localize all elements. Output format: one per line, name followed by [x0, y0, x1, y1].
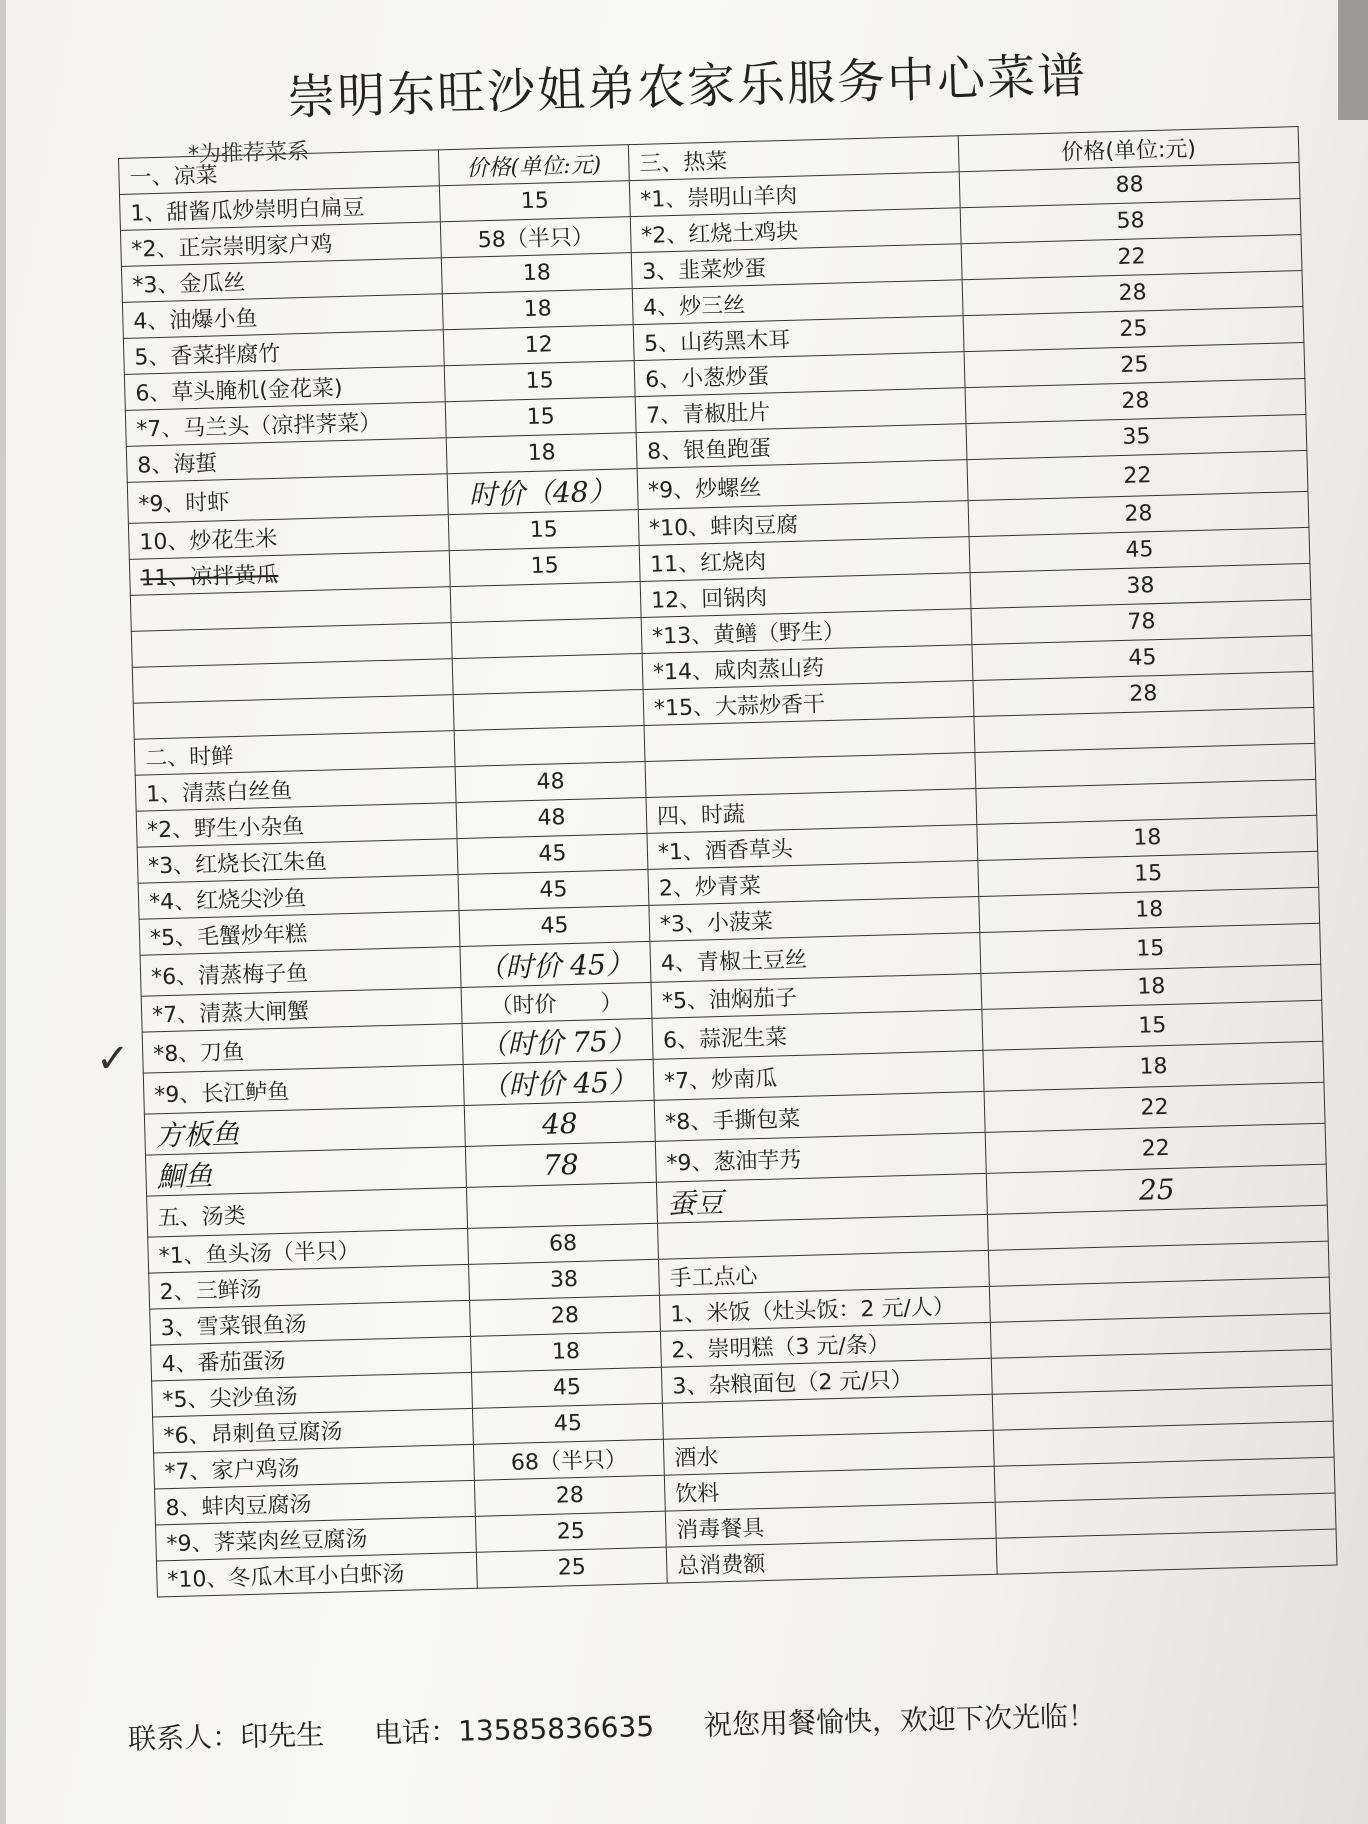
dish-cell: *1、崇明山羊肉: [629, 172, 960, 217]
dish-cell: 12、回锅肉: [640, 573, 971, 618]
dish-cell: *3、红烧长江朱鱼: [137, 839, 458, 884]
dish-cell: *7、炒南瓜: [653, 1050, 984, 1100]
dish-cell: 二、时鲜: [134, 731, 455, 776]
price-cell: 45: [457, 833, 648, 874]
dish-cell: 2、炒青菜: [648, 860, 979, 905]
price-cell: 25: [964, 342, 1305, 387]
price-cell: 68: [468, 1223, 659, 1264]
dish-cell: 2、三鲜汤: [149, 1264, 470, 1309]
dish-cell: *9、荠菜肉丝豆腐汤: [155, 1516, 476, 1561]
menu-table: [118, 126, 1338, 1597]
price-cell: 22: [985, 1123, 1326, 1173]
price-cell: [454, 725, 645, 766]
price-cell: 价格(单位:元): [438, 145, 629, 186]
footer-farewell: 祝您用餐愉快，欢迎下次光临！: [703, 1699, 1097, 1742]
dish-cell: *8、手撕包菜: [654, 1091, 985, 1141]
price-cell: 15: [978, 851, 1319, 896]
price-cell: 45: [471, 1367, 662, 1408]
dish-cell: *7、马兰头（凉拌荠菜）: [125, 402, 446, 447]
dish-cell: *8、刀鱼: [142, 1024, 463, 1074]
dish-cell: *2、正宗崇明家户鸡: [120, 222, 441, 267]
dish-cell: 三、热菜: [628, 136, 959, 181]
menu-paper: [6, 0, 1368, 1824]
price-cell: 15: [448, 510, 639, 551]
dish-cell: *13、黄鳝（野生）: [641, 609, 972, 654]
dish-cell: 5、山药黑木耳: [633, 316, 964, 361]
price-cell: 18: [441, 253, 632, 294]
price-cell: 22: [984, 1082, 1325, 1132]
dish-cell: *5、尖沙鱼汤: [152, 1372, 473, 1417]
price-cell: 68（半只）: [473, 1439, 664, 1480]
menu-table-body: [119, 127, 1337, 1597]
price-cell: 22: [967, 450, 1308, 500]
price-cell: 48: [456, 797, 647, 838]
price-cell: 28: [962, 271, 1303, 316]
price-cell: 45: [472, 1403, 663, 1444]
dish-cell: 8、银鱼跑蛋: [636, 424, 967, 469]
dish-cell: *9、长江鲈鱼: [143, 1064, 464, 1114]
price-cell: 12: [443, 325, 634, 366]
dish-cell: *14、咸肉蒸山药: [642, 645, 973, 690]
price-cell: 18: [981, 964, 1322, 1009]
price-cell: 38: [970, 563, 1311, 608]
dish-cell: 手工点心: [658, 1250, 989, 1295]
dish-cell: 7、青椒肚片: [635, 388, 966, 433]
price-cell: （时价 75）: [462, 1018, 653, 1064]
dish-cell: *1、鱼头汤（半只）: [148, 1228, 469, 1273]
dish-cell: 蚕豆: [656, 1173, 987, 1223]
price-cell: 45: [972, 635, 1313, 680]
price-cell: [451, 618, 642, 659]
dish-cell: 6、草头腌机(金花菜): [124, 366, 445, 411]
price-cell: 45: [459, 905, 650, 946]
price-cell: 18: [442, 289, 633, 330]
dish-cell: 3、韭菜炒蛋: [631, 244, 962, 289]
dish-cell: 4、青椒土豆丝: [650, 932, 981, 982]
price-cell: 25: [986, 1164, 1327, 1214]
footer-phone: 电话：13585836635: [373, 1709, 655, 1750]
price-cell: 28: [470, 1295, 661, 1336]
price-cell: 78: [971, 599, 1312, 644]
dish-cell: 3、杂粮面包（2 元/只）: [661, 1358, 992, 1403]
price-cell: 18: [977, 815, 1318, 860]
price-cell: 25: [475, 1511, 666, 1552]
dish-cell: *3、小菠菜: [649, 896, 980, 941]
dish-cell: *9、时虾: [127, 474, 448, 524]
dish-cell: *10、蚌肉豆腐: [638, 501, 969, 546]
dish-cell: 1、甜酱瓜炒崇明白扁豆: [119, 186, 440, 231]
dish-cell: *9、葱油芋艿: [655, 1132, 986, 1182]
dish-cell: 鮰鱼: [145, 1146, 466, 1196]
dish-cell: *2、野生小杂鱼: [136, 803, 457, 848]
dish-cell: *7、清蒸大闸蟹: [141, 988, 462, 1033]
dish-cell: 4、番茄蛋汤: [151, 1336, 472, 1381]
price-cell: 15: [439, 181, 630, 222]
dish-cell: *9、炒螺丝: [637, 460, 968, 510]
price-cell: （时价 ）: [461, 982, 652, 1023]
price-cell: 22: [961, 235, 1302, 280]
price-cell: 25: [476, 1547, 667, 1588]
footer-contact: 联系人：印先生: [127, 1718, 325, 1756]
dish-cell: 四、时蔬: [646, 789, 977, 834]
price-cell: 28: [973, 671, 1314, 716]
recommend-note: *为推荐菜系: [187, 139, 310, 168]
dish-cell: *2、红烧土鸡块: [630, 208, 961, 253]
dish-cell: *3、金瓜丝: [121, 258, 442, 303]
dish-cell: 一、凉菜: [119, 150, 440, 195]
dish-cell: 11、红烧肉: [639, 537, 970, 582]
dish-cell: 2、崇明糕（3 元/条）: [660, 1322, 991, 1367]
price-cell: 48: [464, 1100, 655, 1146]
price-cell: 35: [966, 414, 1307, 459]
dish-cell: *6、昂刺鱼豆腐汤: [153, 1408, 474, 1453]
dish-cell: 6、小葱炒蛋: [634, 352, 965, 397]
dish-cell: 10、炒花生米: [128, 515, 449, 560]
footer: [128, 1690, 1259, 1758]
price-cell: 15: [444, 361, 635, 402]
page-title: 崇明东旺沙姐弟农家乐服务中心菜谱: [286, 47, 1088, 127]
dish-cell: 总消费额: [666, 1538, 997, 1583]
price-cell: 88: [959, 163, 1300, 208]
price-cell: 15: [445, 397, 636, 438]
dish-cell: 5、香菜拌腐竹: [123, 330, 444, 375]
price-cell: 25: [963, 307, 1304, 352]
dish-cell: 酒水: [663, 1430, 994, 1475]
price-cell: 78: [465, 1141, 656, 1187]
dish-cell: 1、米饭（灶头饭：2 元/人）: [659, 1286, 990, 1331]
dish-cell: *15、大蒜炒香干: [643, 681, 974, 726]
price-cell: 18: [983, 1041, 1324, 1091]
price-cell: 28: [968, 491, 1309, 536]
dish-cell: *4、红烧尖沙鱼: [138, 875, 459, 920]
price-cell: 15: [449, 546, 640, 587]
price-cell: 28: [474, 1475, 665, 1516]
dish-cell: 11、凉拌黄瓜: [129, 551, 450, 596]
price-cell: [452, 654, 643, 695]
menu-sheet: [118, 126, 1337, 1597]
price-cell: 时价（48）: [447, 469, 638, 515]
dish-cell: *10、冬瓜木耳小白虾汤: [156, 1552, 477, 1597]
price-cell: 15: [982, 1000, 1323, 1050]
price-cell: 45: [458, 869, 649, 910]
price-cell: [450, 582, 641, 623]
dish-cell: 8、蚌肉豆腐汤: [155, 1480, 476, 1525]
price-cell: 58（半只）: [440, 217, 631, 258]
price-cell: （时价 45）: [460, 941, 651, 987]
price-cell: 18: [979, 887, 1320, 932]
dish-cell: 五、汤类: [147, 1187, 468, 1237]
dish-cell: 饮料: [664, 1466, 995, 1511]
dish-cell: 1、清蒸白丝鱼: [135, 767, 456, 812]
price-cell: 18: [471, 1331, 662, 1372]
dish-cell: 8、海蜇: [126, 438, 447, 483]
price-cell: 18: [446, 433, 637, 474]
checkmark-icon: ✓: [96, 1036, 130, 1082]
price-cell: 15: [980, 923, 1321, 973]
dish-cell: 6、蒜泥生菜: [652, 1009, 983, 1059]
price-cell: [453, 689, 644, 730]
dish-cell: 4、油爆小鱼: [122, 294, 443, 339]
dish-cell: *1、酒香草头: [647, 825, 978, 870]
price-cell: [466, 1182, 657, 1228]
price-cell: 38: [469, 1259, 660, 1300]
price-cell: 28: [965, 378, 1306, 423]
dish-cell: *5、毛蟹炒年糕: [139, 911, 460, 956]
dish-cell: *7、家户鸡汤: [154, 1444, 475, 1489]
price-cell: 48: [455, 761, 646, 802]
price-cell: （时价 45）: [463, 1059, 654, 1105]
dish-cell: 4、炒三丝: [632, 280, 963, 325]
dish-cell: 3、雪菜银鱼汤: [150, 1300, 471, 1345]
price-cell: 价格(单位:元): [958, 127, 1299, 172]
price-cell: 45: [969, 527, 1310, 572]
price-cell: 58: [960, 199, 1301, 244]
dish-cell: *6、清蒸梅子鱼: [140, 947, 461, 997]
dish-cell: 消毒餐具: [665, 1502, 996, 1547]
dish-cell: 方板鱼: [144, 1105, 465, 1155]
dish-cell: *5、油焖茄子: [651, 973, 982, 1018]
